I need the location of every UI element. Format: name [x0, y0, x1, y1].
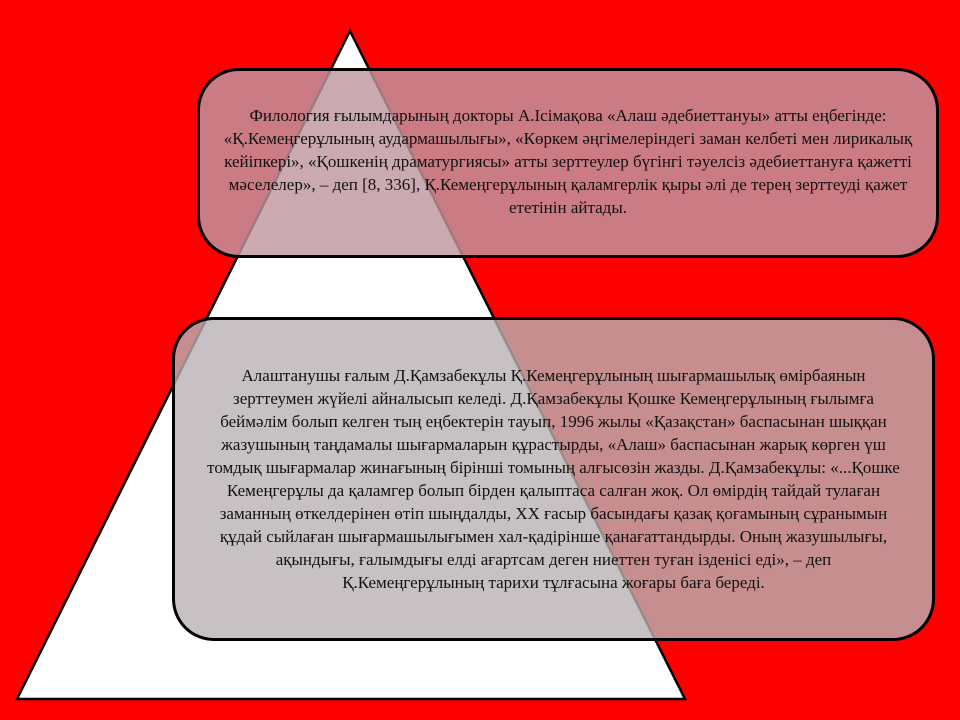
text-block-bottom — [172, 317, 935, 641]
text-block-top — [197, 68, 939, 258]
text-block-top-content: Филология ғылымдарының докторы А.Ісімақова «Алаш әдебиеттануы» атты еңбегінде: «Қ.Кемеңгерұлының аудармашылығы», «Көркем әңгімелеріндегі заман келбеті мен лирикалық кейіпкері», «Қошкенің драматургиясы» атты зерттеулер бүгінгі тәуелсіз әдебиеттануға қажетті мәселелер», – деп [8, 336], Қ.Кемеңгерұлының қаламгерлік қыры әлі де терең зерттеуді қажет ететінін айтады. — [223, 105, 913, 217]
text-block-bottom-content: Алаштанушы ғалым Д.Қамзабекұлы Қ.Кемеңгерұлының шығармашылық өмірбаянын зерттеумен жүйелі айналысып келеді. Д.Қамзабекұлы Қошке Кемеңгерұлының ғылымға беймәлім болып келген тың еңбектерін тауып, 1996 жылы «Қазақстан» баспасынан шыққан жазушының таңдамалы шығармаларын құрастырды, «Алаш» баспасынан жарық көрген үш томдық шығармалар жинағының бірінші томының алғысөзін жазды. Д.Қамзабекұлы: «...Қошке Кемеңгерұлы да қаламгер болып бірден қалыптаса салған жоқ. Ол өмірдің тайдай тулаған заманның өткелдерінен өтіп шыңдалды, ХХ ғасыр басындағы қазақ қоғамының сұранымын құдай сыйлаған шығармашылығымен хал-қадірінше қанағаттандырды. Оның жазушылығы, ақындығы, ғалымдығы елді ағартсам деген ниеттен туған ізденісі еді», – деп Қ.Кемеңгерұлының тарихи тұлғасына жоғары баға береді. — [207, 366, 900, 592]
